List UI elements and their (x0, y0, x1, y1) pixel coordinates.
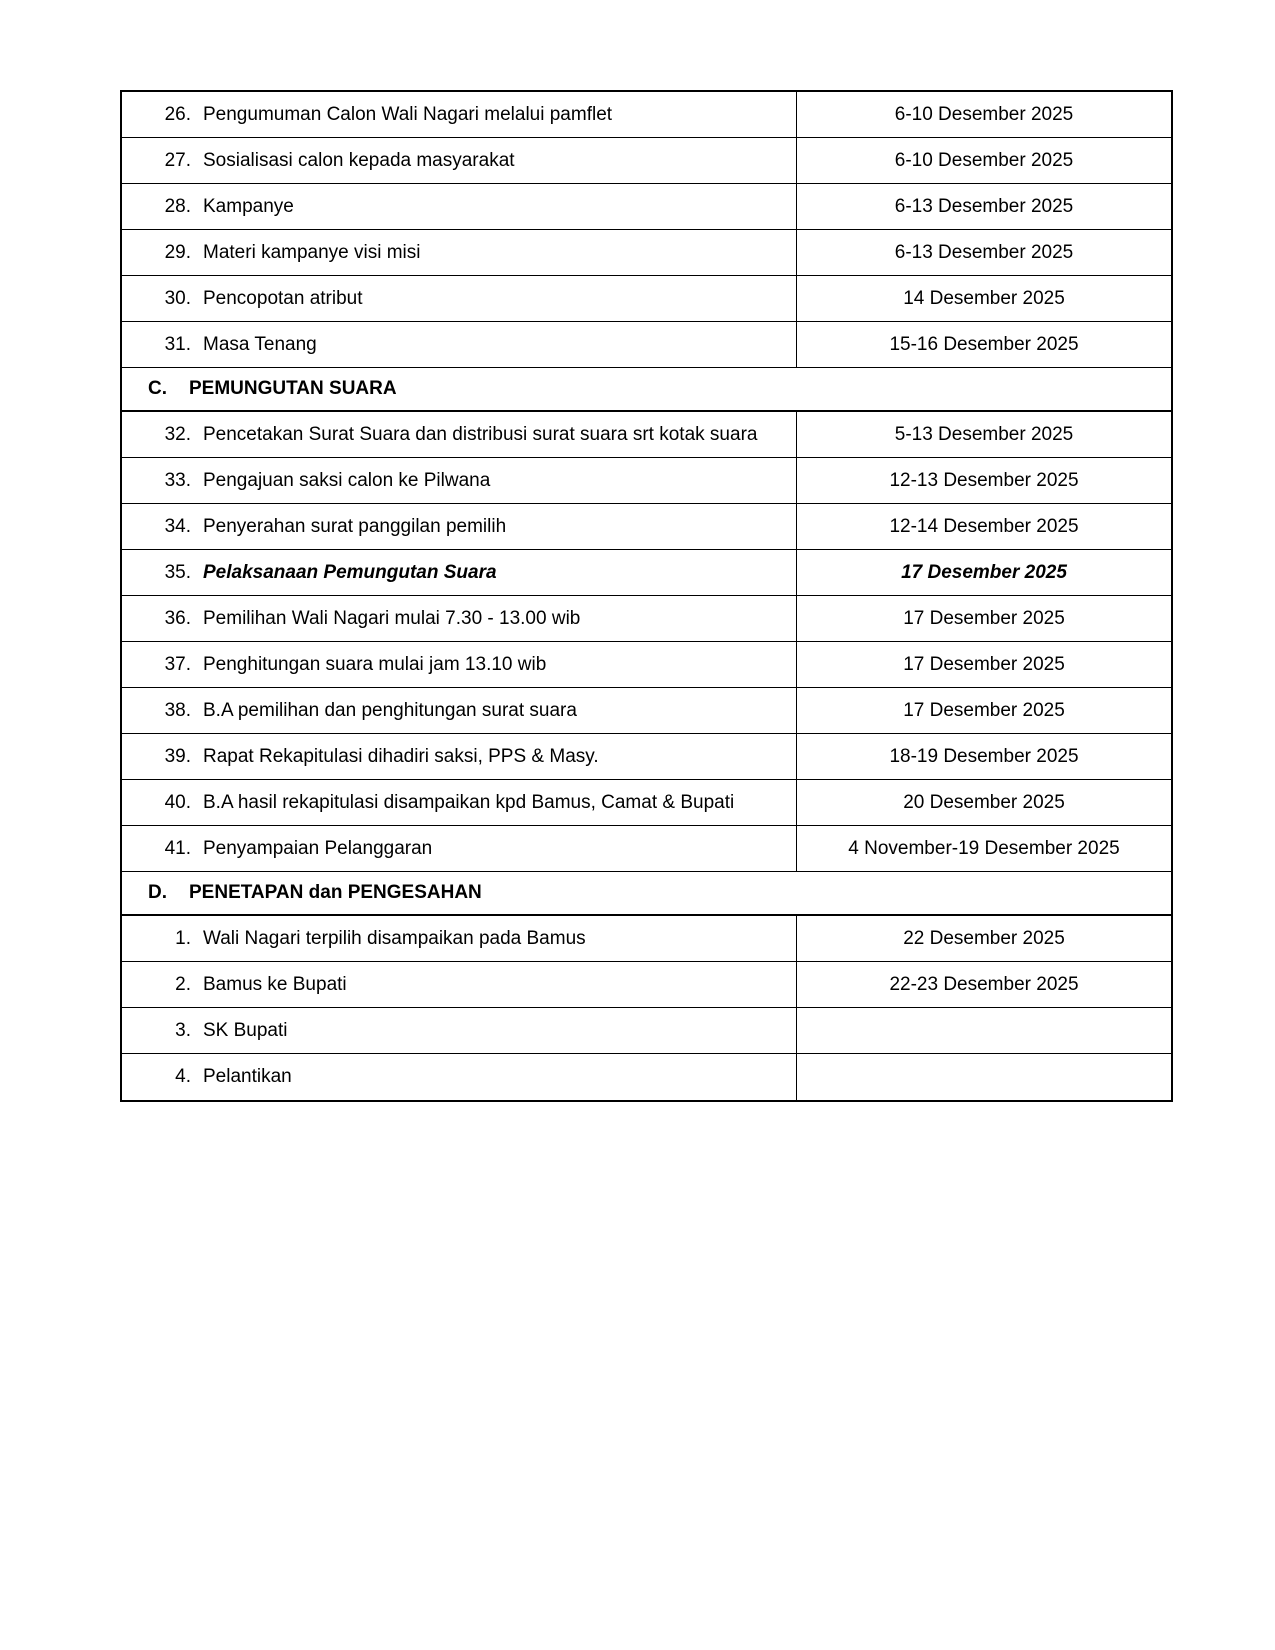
activity-text: Penyerahan surat panggilan pemilih (203, 515, 507, 537)
table-row (122, 184, 1171, 230)
activity-cell (122, 688, 797, 733)
table-row (122, 92, 1171, 138)
activity-text: Pencopotan atribut (203, 287, 363, 309)
activity-cell (122, 504, 797, 549)
date-cell: 12-13 Desember 2025 (889, 469, 1079, 491)
activity-cell (122, 596, 797, 641)
activity-text: Penyampaian Pelanggaran (203, 837, 433, 859)
date-cell: 22-23 Desember 2025 (889, 973, 1079, 995)
activity-text: Pencetakan Surat Suara dan distribusi surat suara srt kotak suara (203, 423, 758, 445)
date-cell (797, 1054, 1171, 1100)
date-cell: 15-16 Desember 2025 (889, 333, 1079, 355)
date-cell: 20 Desember 2025 (903, 791, 1065, 813)
table-row (122, 458, 1171, 504)
activity-cell (122, 92, 797, 137)
section-header-row (122, 872, 1171, 916)
date-cell: 6-10 Desember 2025 (894, 149, 1074, 171)
activity-cell (122, 458, 797, 503)
activity-cell (122, 322, 797, 367)
table-row (122, 276, 1171, 322)
activity-cell (122, 962, 797, 1007)
activity-text: Masa Tenang (203, 333, 317, 355)
table-row (122, 322, 1171, 368)
section-header-row (122, 368, 1171, 412)
activity-text: B.A pemilihan dan penghitungan surat suara (203, 699, 577, 721)
date-cell: 17 Desember 2025 (903, 699, 1065, 721)
table-row (122, 780, 1171, 826)
activity-cell (122, 780, 797, 825)
activity-cell (122, 412, 797, 457)
row-number: 38. (164, 699, 191, 721)
row-number: 33. (164, 469, 191, 491)
section-letter: D. (148, 882, 167, 903)
table-row (122, 596, 1171, 642)
activity-text: Kampanye (203, 195, 294, 217)
schedule-table (120, 90, 1173, 1102)
activity-text: Sosialisasi calon kepada masyarakat (203, 149, 515, 171)
row-number: 30. (164, 287, 191, 309)
table-row (122, 916, 1171, 962)
row-number: 29. (164, 241, 191, 263)
table-row (122, 1054, 1171, 1100)
activity-cell (122, 230, 797, 275)
activity-cell (122, 734, 797, 779)
row-number: 36. (164, 607, 191, 629)
section-title: PENETAPAN dan PENGESAHAN (189, 882, 482, 903)
activity-text: Wali Nagari terpilih disampaikan pada Bamus (203, 927, 586, 949)
activity-text: Pengumuman Calon Wali Nagari melalui pamflet (203, 103, 613, 125)
activity-text: Materi kampanye visi misi (203, 241, 421, 263)
activity-text: Pemilihan Wali Nagari mulai 7.30 - 13.00 wib (203, 607, 581, 629)
activity-cell (122, 138, 797, 183)
row-number: 2. (175, 973, 191, 995)
activity-text: Pelantikan (203, 1066, 292, 1087)
activity-cell (122, 1008, 797, 1053)
date-cell: 12-14 Desember 2025 (889, 515, 1079, 537)
row-number: 37. (164, 653, 191, 675)
row-number: 31. (164, 333, 191, 355)
row-number: 27. (164, 149, 191, 171)
row-number: 41. (164, 837, 191, 859)
row-number: 26. (164, 103, 191, 125)
table-row (122, 734, 1171, 780)
row-number: 35. (164, 561, 191, 583)
table-row (122, 412, 1171, 458)
activity-text: Pengajuan saksi calon ke Pilwana (203, 469, 491, 491)
date-cell (797, 1008, 1171, 1053)
row-number: 28. (164, 195, 191, 217)
activity-cell (122, 642, 797, 687)
activity-text: B.A hasil rekapitulasi disampaikan kpd Bamus, Camat & Bupati (203, 791, 735, 813)
row-number: 3. (175, 1019, 191, 1041)
table-row (122, 550, 1171, 596)
date-cell: 5-13 Desember 2025 (894, 423, 1074, 445)
table-row (122, 230, 1171, 276)
activity-cell (122, 916, 797, 961)
date-cell: 6-13 Desember 2025 (894, 195, 1074, 217)
table-row (122, 688, 1171, 734)
activity-text: Bamus ke Bupati (203, 973, 347, 995)
table-row (122, 826, 1171, 872)
table-row (122, 504, 1171, 550)
row-number: 40. (164, 791, 191, 813)
date-cell: 17 Desember 2025 (901, 561, 1067, 583)
table-row (122, 1008, 1171, 1054)
date-cell: 17 Desember 2025 (903, 607, 1065, 629)
section-title: PEMUNGUTAN SUARA (189, 378, 397, 399)
table-row (122, 138, 1171, 184)
activity-cell (122, 826, 797, 871)
row-number: 39. (164, 745, 191, 767)
date-cell: 17 Desember 2025 (903, 653, 1065, 675)
activity-text: Rapat Rekapitulasi dihadiri saksi, PPS & Masy. (203, 745, 599, 767)
activity-text: SK Bupati (203, 1019, 288, 1041)
activity-cell (122, 184, 797, 229)
activity-text: Penghitungan suara mulai jam 13.10 wib (203, 653, 547, 675)
date-cell: 4 November-19 Desember 2025 (848, 837, 1120, 859)
activity-cell (122, 550, 797, 595)
row-number: 34. (164, 515, 191, 537)
table-row (122, 962, 1171, 1008)
section-letter: C. (148, 378, 167, 399)
table-row (122, 642, 1171, 688)
date-cell: 6-13 Desember 2025 (894, 241, 1074, 263)
date-cell: 18-19 Desember 2025 (889, 745, 1079, 767)
date-cell: 6-10 Desember 2025 (894, 103, 1074, 125)
date-cell: 14 Desember 2025 (903, 287, 1065, 309)
activity-cell (122, 1054, 797, 1100)
activity-text: Pelaksanaan Pemungutan Suara (203, 561, 497, 583)
activity-cell (122, 276, 797, 321)
row-number: 4. (175, 1066, 191, 1087)
row-number: 32. (164, 423, 191, 445)
row-number: 1. (175, 927, 191, 949)
date-cell: 22 Desember 2025 (903, 927, 1065, 949)
